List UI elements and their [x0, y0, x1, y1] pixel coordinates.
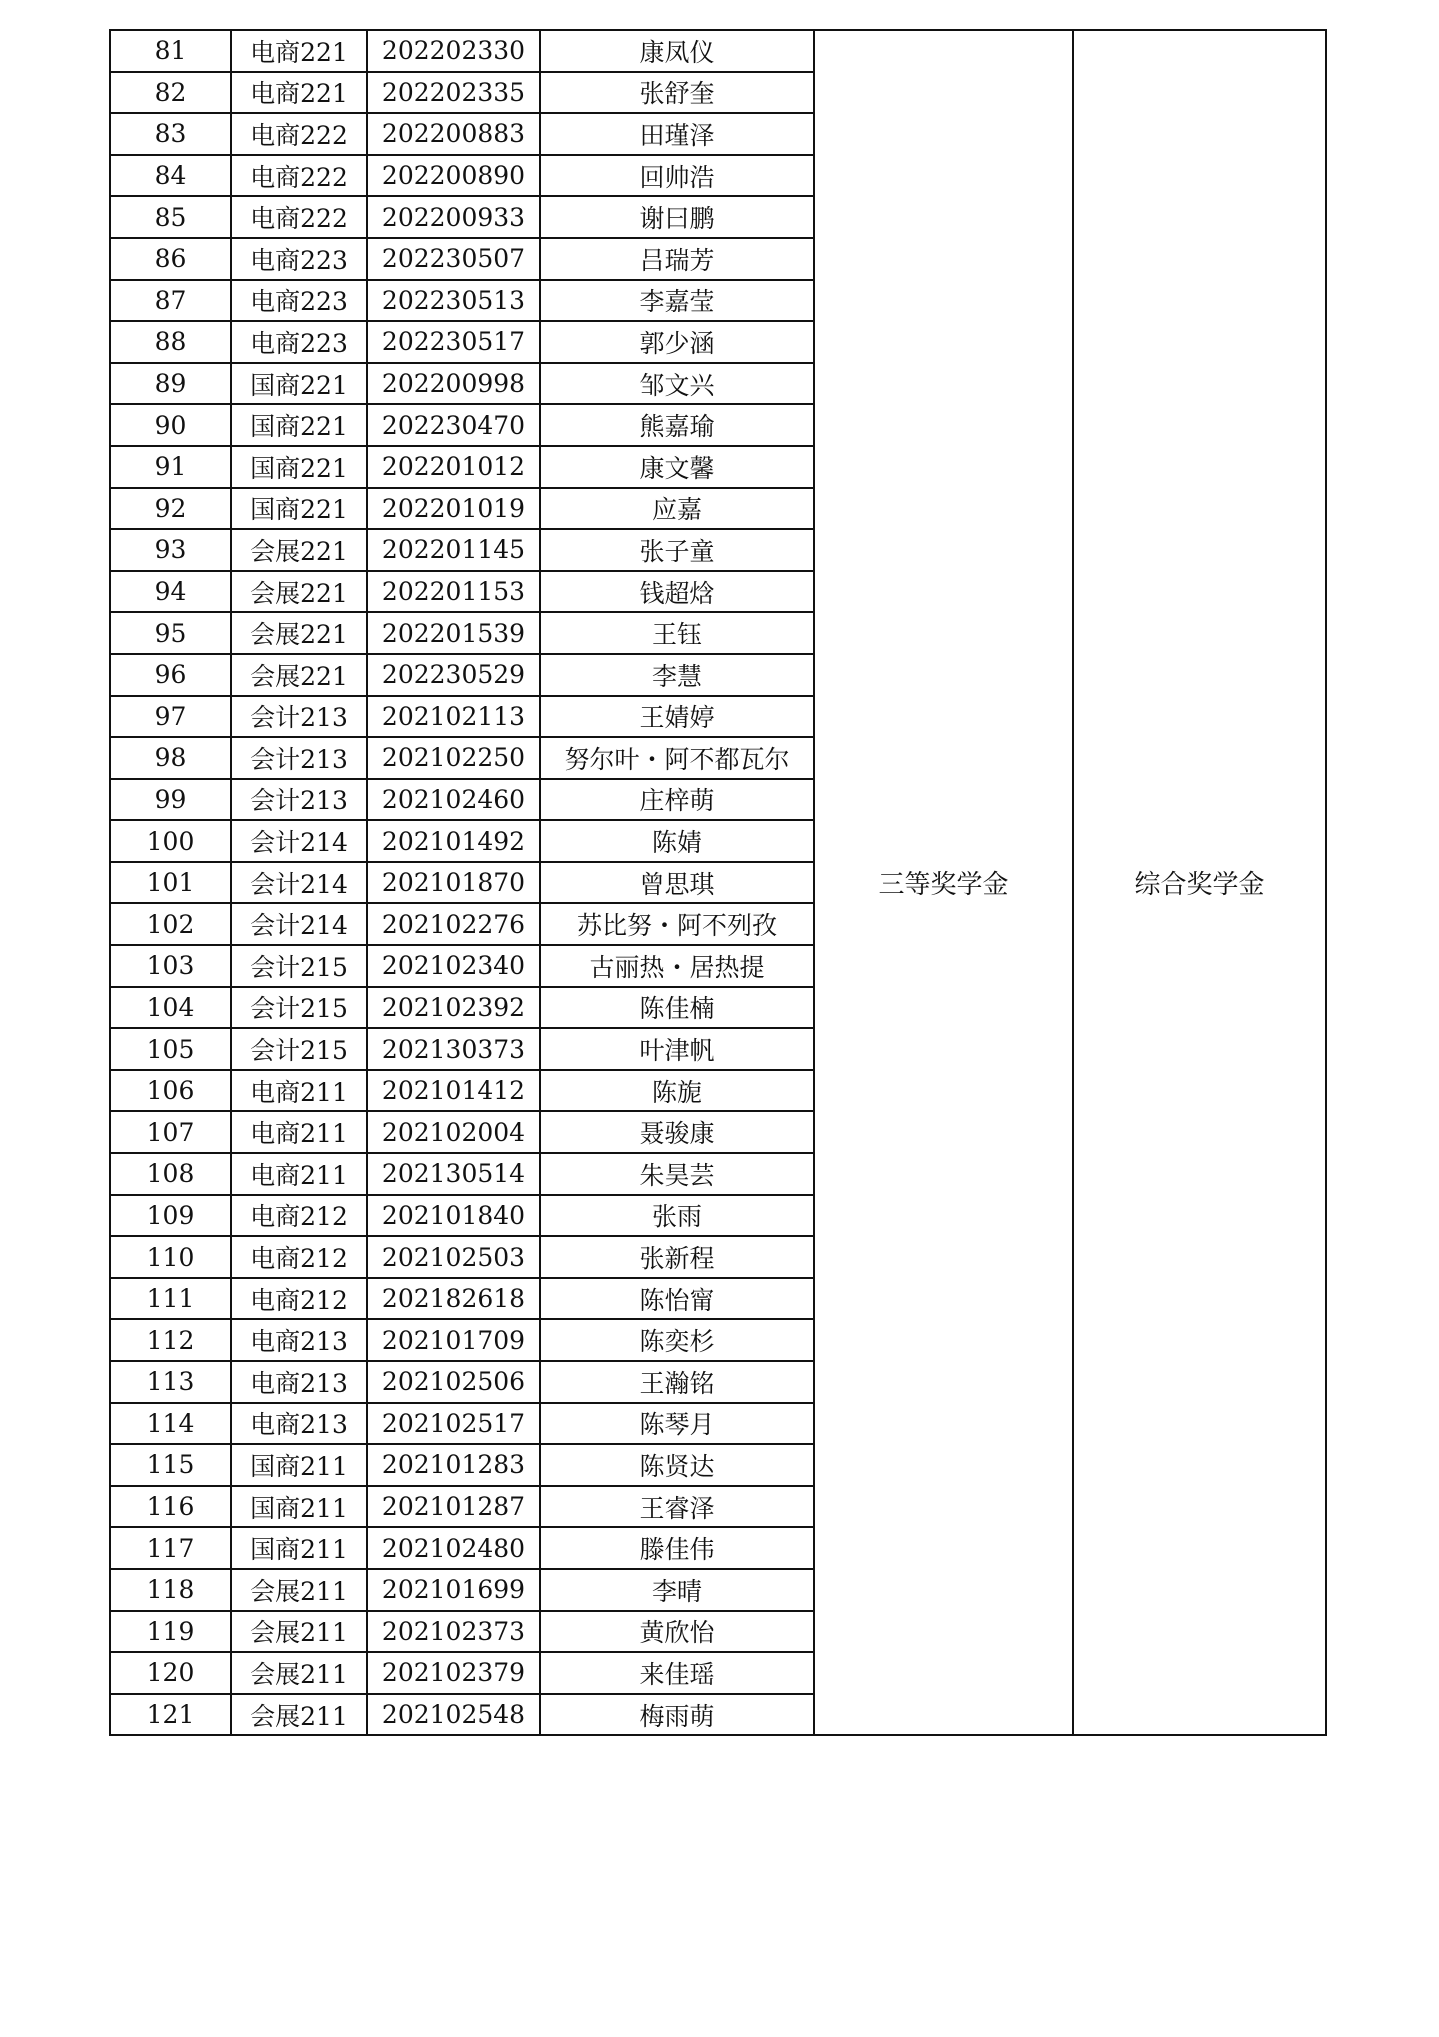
class-name: 国商221: [231, 363, 367, 405]
row-number: 100: [110, 820, 231, 862]
row-number: 114: [110, 1403, 231, 1445]
student-id: 202202330: [367, 30, 540, 72]
row-number: 96: [110, 654, 231, 696]
student-id: 202230513: [367, 280, 540, 322]
student-id: 202102392: [367, 987, 540, 1029]
student-name: 邹文兴: [540, 363, 814, 405]
student-id: 202201153: [367, 571, 540, 613]
award-level: 三等奖学金: [814, 30, 1073, 1735]
row-number: 112: [110, 1319, 231, 1361]
row-number: 104: [110, 987, 231, 1029]
row-number: 99: [110, 779, 231, 821]
student-name: 康文馨: [540, 446, 814, 488]
row-number: 103: [110, 945, 231, 987]
student-name: 应嘉: [540, 488, 814, 530]
student-name: 李慧: [540, 654, 814, 696]
class-name: 电商223: [231, 321, 367, 363]
student-id: 202102373: [367, 1611, 540, 1653]
class-name: 电商213: [231, 1403, 367, 1445]
row-number: 121: [110, 1694, 231, 1736]
student-name: 王婧婷: [540, 696, 814, 738]
student-id: 202202335: [367, 72, 540, 114]
class-name: 电商223: [231, 238, 367, 280]
student-id: 202201539: [367, 612, 540, 654]
row-number: 90: [110, 404, 231, 446]
row-number: 97: [110, 696, 231, 738]
table-row: [110, 30, 1326, 72]
class-name: 国商221: [231, 404, 367, 446]
row-number: 87: [110, 280, 231, 322]
student-id: 202101412: [367, 1070, 540, 1112]
student-name: 谢曰鹏: [540, 196, 814, 238]
student-name: 回帅浩: [540, 155, 814, 197]
student-name: 王瀚铭: [540, 1361, 814, 1403]
class-name: 电商221: [231, 30, 367, 72]
student-id: 202130514: [367, 1153, 540, 1195]
row-number: 85: [110, 196, 231, 238]
student-id: 202201145: [367, 529, 540, 571]
student-id: 202130373: [367, 1028, 540, 1070]
class-name: 电商211: [231, 1111, 367, 1153]
row-number: 95: [110, 612, 231, 654]
student-id: 202101699: [367, 1569, 540, 1611]
student-name: 滕佳伟: [540, 1527, 814, 1569]
student-name: 陈贤达: [540, 1444, 814, 1486]
class-name: 电商222: [231, 155, 367, 197]
student-name: 来佳瑶: [540, 1652, 814, 1694]
row-number: 105: [110, 1028, 231, 1070]
student-id: 202102517: [367, 1403, 540, 1445]
student-name: 王睿泽: [540, 1486, 814, 1528]
class-name: 国商211: [231, 1444, 367, 1486]
student-id: 202101492: [367, 820, 540, 862]
class-name: 会计213: [231, 696, 367, 738]
student-id: 202101870: [367, 862, 540, 904]
student-name: 张雨: [540, 1195, 814, 1237]
student-id: 202200998: [367, 363, 540, 405]
class-name: 会展211: [231, 1652, 367, 1694]
class-name: 会计213: [231, 779, 367, 821]
student-id: 202102480: [367, 1527, 540, 1569]
student-id: 202102113: [367, 696, 540, 738]
student-name: 陈琴月: [540, 1403, 814, 1445]
row-number: 83: [110, 113, 231, 155]
student-id: 202102503: [367, 1236, 540, 1278]
student-name: 陈怡甯: [540, 1278, 814, 1320]
class-name: 电商212: [231, 1278, 367, 1320]
student-id: 202102004: [367, 1111, 540, 1153]
student-id: 202102548: [367, 1694, 540, 1736]
row-number: 113: [110, 1361, 231, 1403]
class-name: 国商211: [231, 1527, 367, 1569]
class-name: 电商221: [231, 72, 367, 114]
student-name: 吕瑞芳: [540, 238, 814, 280]
student-id: 202101709: [367, 1319, 540, 1361]
class-name: 电商223: [231, 280, 367, 322]
row-number: 106: [110, 1070, 231, 1112]
row-number: 107: [110, 1111, 231, 1153]
class-name: 会计213: [231, 737, 367, 779]
row-number: 101: [110, 862, 231, 904]
row-number: 94: [110, 571, 231, 613]
row-number: 98: [110, 737, 231, 779]
row-number: 108: [110, 1153, 231, 1195]
student-name: 康凤仪: [540, 30, 814, 72]
student-id: 202102506: [367, 1361, 540, 1403]
row-number: 115: [110, 1444, 231, 1486]
student-name: 陈佳楠: [540, 987, 814, 1029]
student-id: 202200933: [367, 196, 540, 238]
class-name: 会展221: [231, 654, 367, 696]
student-id: 202102460: [367, 779, 540, 821]
student-id: 202230529: [367, 654, 540, 696]
row-number: 84: [110, 155, 231, 197]
class-name: 国商221: [231, 446, 367, 488]
student-id: 202201012: [367, 446, 540, 488]
student-id: 202182618: [367, 1278, 540, 1320]
row-number: 119: [110, 1611, 231, 1653]
student-name: 黄欣怡: [540, 1611, 814, 1653]
class-name: 电商212: [231, 1195, 367, 1237]
student-name: 朱昊芸: [540, 1153, 814, 1195]
class-name: 会展211: [231, 1694, 367, 1736]
student-id: 202230517: [367, 321, 540, 363]
student-id: 202101287: [367, 1486, 540, 1528]
class-name: 电商212: [231, 1236, 367, 1278]
student-id: 202102250: [367, 737, 540, 779]
class-name: 电商213: [231, 1361, 367, 1403]
student-id: 202200883: [367, 113, 540, 155]
student-name: 陈奕杉: [540, 1319, 814, 1361]
row-number: 109: [110, 1195, 231, 1237]
student-id: 202230507: [367, 238, 540, 280]
class-name: 会展211: [231, 1569, 367, 1611]
student-name: 郭少涵: [540, 321, 814, 363]
row-number: 81: [110, 30, 231, 72]
class-name: 会计214: [231, 820, 367, 862]
class-name: 会计214: [231, 903, 367, 945]
class-name: 会展221: [231, 529, 367, 571]
student-name: 李晴: [540, 1569, 814, 1611]
row-number: 91: [110, 446, 231, 488]
award-category: 综合奖学金: [1073, 30, 1326, 1735]
student-name: 聂骏康: [540, 1111, 814, 1153]
student-name: 钱超焓: [540, 571, 814, 613]
student-name: 田瑾泽: [540, 113, 814, 155]
scholarship-table: [109, 29, 1327, 1736]
row-number: 116: [110, 1486, 231, 1528]
class-name: 电商211: [231, 1070, 367, 1112]
student-name: 曾思琪: [540, 862, 814, 904]
student-name: 庄梓萌: [540, 779, 814, 821]
student-name: 古丽热・居热提: [540, 945, 814, 987]
student-name: 叶津帆: [540, 1028, 814, 1070]
row-number: 93: [110, 529, 231, 571]
student-name: 张新程: [540, 1236, 814, 1278]
class-name: 会展211: [231, 1611, 367, 1653]
row-number: 117: [110, 1527, 231, 1569]
class-name: 会计215: [231, 945, 367, 987]
row-number: 102: [110, 903, 231, 945]
class-name: 国商211: [231, 1486, 367, 1528]
student-name: 熊嘉瑜: [540, 404, 814, 446]
table-body: [110, 30, 1326, 1735]
row-number: 89: [110, 363, 231, 405]
student-name: 陈婧: [540, 820, 814, 862]
class-name: 会计215: [231, 1028, 367, 1070]
student-name: 张舒奎: [540, 72, 814, 114]
student-id: 202101283: [367, 1444, 540, 1486]
student-id: 202102379: [367, 1652, 540, 1694]
student-id: 202102340: [367, 945, 540, 987]
class-name: 会计215: [231, 987, 367, 1029]
row-number: 92: [110, 488, 231, 530]
student-id: 202102276: [367, 903, 540, 945]
student-id: 202101840: [367, 1195, 540, 1237]
row-number: 118: [110, 1569, 231, 1611]
student-id: 202201019: [367, 488, 540, 530]
class-name: 电商211: [231, 1153, 367, 1195]
class-name: 会计214: [231, 862, 367, 904]
student-name: 梅雨萌: [540, 1694, 814, 1736]
student-id: 202200890: [367, 155, 540, 197]
class-name: 会展221: [231, 571, 367, 613]
student-name: 陈旎: [540, 1070, 814, 1112]
student-name: 李嘉莹: [540, 280, 814, 322]
student-name: 苏比努・阿不列孜: [540, 903, 814, 945]
row-number: 111: [110, 1278, 231, 1320]
row-number: 82: [110, 72, 231, 114]
student-name: 努尔叶・阿不都瓦尔: [540, 737, 814, 779]
row-number: 88: [110, 321, 231, 363]
student-id: 202230470: [367, 404, 540, 446]
class-name: 电商213: [231, 1319, 367, 1361]
class-name: 电商222: [231, 113, 367, 155]
class-name: 国商221: [231, 488, 367, 530]
class-name: 电商222: [231, 196, 367, 238]
row-number: 86: [110, 238, 231, 280]
row-number: 110: [110, 1236, 231, 1278]
student-name: 张子童: [540, 529, 814, 571]
row-number: 120: [110, 1652, 231, 1694]
class-name: 会展221: [231, 612, 367, 654]
student-name: 王钰: [540, 612, 814, 654]
